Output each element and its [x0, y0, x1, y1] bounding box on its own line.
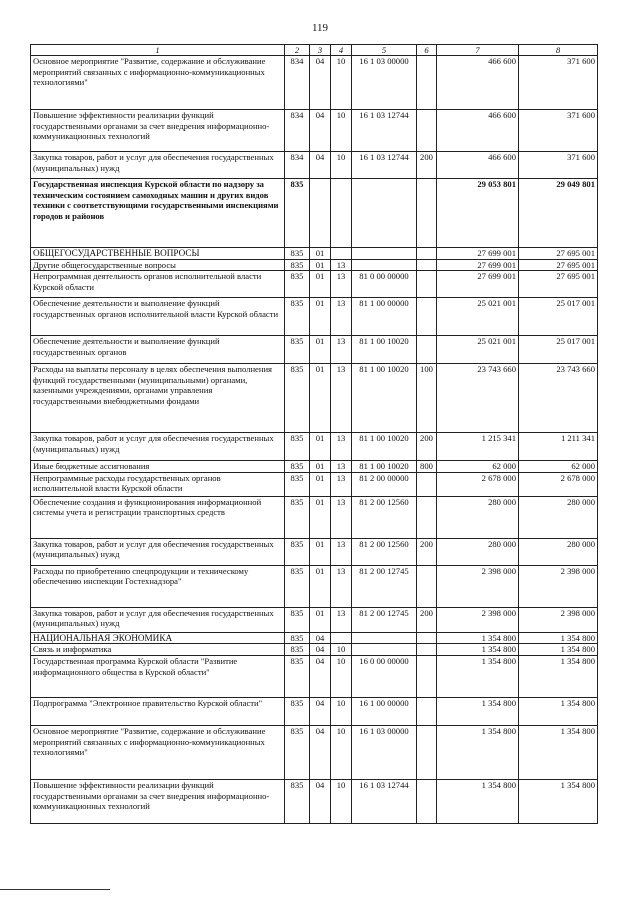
expense-type-cell — [417, 259, 437, 271]
amount-year1-cell: 2 398 000 — [437, 565, 519, 607]
section-code-cell: 04 — [310, 779, 331, 823]
amount-year1-cell: 1 354 800 — [437, 779, 519, 823]
amount-year2-cell: 2 398 000 — [519, 607, 598, 632]
amount-year1-cell: 466 600 — [437, 56, 519, 110]
amount-year2-cell: 2 678 000 — [519, 472, 598, 496]
expense-type-cell — [417, 632, 437, 644]
subsection-code-cell: 13 — [331, 565, 352, 607]
ministry-code-cell: 835 — [285, 607, 310, 632]
expense-type-cell — [417, 655, 437, 697]
table-body — [31, 56, 598, 824]
subsection-code-cell: 10 — [331, 152, 352, 179]
item-name-cell: Непрограммная деятельность органов исполнительной власти Курской области — [31, 271, 285, 298]
column-header: 3 — [310, 45, 331, 56]
expense-type-cell: 200 — [417, 607, 437, 632]
amount-year2-cell: 23 743 660 — [519, 364, 598, 433]
expense-type-cell — [417, 496, 437, 538]
amount-year1-cell: 1 354 800 — [437, 655, 519, 697]
amount-year2-cell: 27 695 001 — [519, 259, 598, 271]
item-name-cell: Закупка товаров, работ и услуг для обеспечения государственных (муниципальных) нужд — [31, 607, 285, 632]
target-article-cell: 16 1 03 12744 — [352, 110, 417, 152]
subsection-code-cell — [331, 248, 352, 260]
amount-year1-cell: 280 000 — [437, 538, 519, 565]
ministry-code-cell: 835 — [285, 461, 310, 473]
expense-type-cell — [417, 644, 437, 656]
expense-type-cell — [417, 472, 437, 496]
ministry-code-cell: 835 — [285, 496, 310, 538]
expense-type-cell: 100 — [417, 364, 437, 433]
subsection-code-cell: 10 — [331, 697, 352, 725]
column-header: 1 — [31, 45, 285, 56]
amount-year2-cell: 62 000 — [519, 461, 598, 473]
item-name-cell: ОБЩЕГОСУДАРСТВЕННЫЕ ВОПРОСЫ — [31, 248, 285, 260]
item-name-cell: Повышение эффективности реализации функций государственными органами за счет внедрения информационно-коммуникационных технологий — [31, 779, 285, 823]
ministry-code-cell: 835 — [285, 298, 310, 336]
target-article-cell: 81 1 00 10020 — [352, 461, 417, 473]
expense-type-cell: 200 — [417, 152, 437, 179]
footer-rule — [0, 889, 110, 890]
ministry-code-cell: 835 — [285, 655, 310, 697]
amount-year1-cell: 27 699 001 — [437, 248, 519, 260]
amount-year1-cell: 1 354 800 — [437, 632, 519, 644]
table-row — [31, 632, 598, 644]
section-code-cell: 01 — [310, 461, 331, 473]
section-code-cell: 04 — [310, 110, 331, 152]
subsection-code-cell: 10 — [331, 779, 352, 823]
amount-year1-cell: 25 021 001 — [437, 336, 519, 364]
expense-type-cell — [417, 56, 437, 110]
column-header: 2 — [285, 45, 310, 56]
table-row — [31, 179, 598, 248]
amount-year1-cell: 27 699 001 — [437, 271, 519, 298]
expense-type-cell — [417, 779, 437, 823]
table-header-row — [31, 45, 598, 56]
target-article-cell — [352, 259, 417, 271]
item-name-cell: Закупка товаров, работ и услуг для обеспечения государственных (муниципальных) нужд — [31, 538, 285, 565]
expense-type-cell — [417, 248, 437, 260]
ministry-code-cell: 834 — [285, 110, 310, 152]
budget-table — [30, 44, 598, 824]
amount-year1-cell: 29 053 801 — [437, 179, 519, 248]
page-number: 119 — [311, 22, 329, 34]
section-code-cell: 04 — [310, 725, 331, 779]
section-code-cell: 01 — [310, 364, 331, 433]
section-code-cell: 01 — [310, 565, 331, 607]
target-article-cell: 16 0 00 00000 — [352, 655, 417, 697]
item-name-cell: Расходы на выплаты персоналу в целях обеспечения выполнения функций государственными (муниципальными) органами, казенными учреждениями, органами управления государственными внебюджетными фондами — [31, 364, 285, 433]
amount-year2-cell: 2 398 000 — [519, 565, 598, 607]
column-header: 8 — [519, 45, 598, 56]
item-name-cell: Связь и информатика — [31, 644, 285, 656]
table-row — [31, 565, 598, 607]
target-article-cell — [352, 632, 417, 644]
target-article-cell: 16 1 03 00000 — [352, 725, 417, 779]
expense-type-cell — [417, 697, 437, 725]
amount-year2-cell: 1 354 800 — [519, 697, 598, 725]
table-row — [31, 433, 598, 461]
amount-year1-cell: 466 600 — [437, 110, 519, 152]
target-article-cell: 81 2 00 12745 — [352, 607, 417, 632]
subsection-code-cell: 13 — [331, 336, 352, 364]
ministry-code-cell: 835 — [285, 336, 310, 364]
amount-year2-cell: 371 600 — [519, 56, 598, 110]
ministry-code-cell: 835 — [285, 697, 310, 725]
section-code-cell: 01 — [310, 433, 331, 461]
expense-type-cell — [417, 565, 437, 607]
table-row — [31, 725, 598, 779]
target-article-cell — [352, 179, 417, 248]
table-row — [31, 110, 598, 152]
amount-year2-cell: 1 354 800 — [519, 632, 598, 644]
amount-year2-cell: 1 354 800 — [519, 779, 598, 823]
item-name-cell: Непрограммные расходы государственных органов исполнительной власти Курской области — [31, 472, 285, 496]
target-article-cell: 16 1 03 00000 — [352, 56, 417, 110]
section-code-cell: 01 — [310, 607, 331, 632]
amount-year1-cell: 2 398 000 — [437, 607, 519, 632]
section-code-cell: 04 — [310, 697, 331, 725]
amount-year2-cell: 27 695 001 — [519, 271, 598, 298]
target-article-cell: 81 0 00 00000 — [352, 271, 417, 298]
target-article-cell: 81 2 00 12745 — [352, 565, 417, 607]
table-row — [31, 607, 598, 632]
ministry-code-cell: 835 — [285, 644, 310, 656]
item-name-cell: Государственная инспекция Курской области по надзору за техническим состоянием самоходных машин и других видов техники с соответствующими государственными инспекциями городов и районов — [31, 179, 285, 248]
item-name-cell: Обеспечение деятельности и выполнение функций государственных органов — [31, 336, 285, 364]
target-article-cell: 81 2 00 12560 — [352, 538, 417, 565]
ministry-code-cell: 835 — [285, 725, 310, 779]
column-header: 5 — [352, 45, 417, 56]
ministry-code-cell: 835 — [285, 179, 310, 248]
section-code-cell: 01 — [310, 298, 331, 336]
expense-type-cell — [417, 336, 437, 364]
amount-year2-cell: 280 000 — [519, 538, 598, 565]
item-name-cell: Обеспечение деятельности и выполнение функций государственных органов исполнительной власти Курской области — [31, 298, 285, 336]
ministry-code-cell: 834 — [285, 152, 310, 179]
target-article-cell: 81 2 00 00000 — [352, 472, 417, 496]
section-code-cell: 04 — [310, 56, 331, 110]
section-code-cell: 01 — [310, 259, 331, 271]
section-code-cell: 01 — [310, 336, 331, 364]
column-header: 7 — [437, 45, 519, 56]
table-row — [31, 336, 598, 364]
amount-year1-cell: 1 354 800 — [437, 697, 519, 725]
ministry-code-cell: 834 — [285, 56, 310, 110]
table-row — [31, 271, 598, 298]
amount-year2-cell: 371 600 — [519, 152, 598, 179]
amount-year2-cell: 280 000 — [519, 496, 598, 538]
amount-year1-cell: 280 000 — [437, 496, 519, 538]
table-row — [31, 259, 598, 271]
subsection-code-cell: 13 — [331, 538, 352, 565]
ministry-code-cell: 835 — [285, 538, 310, 565]
amount-year1-cell: 2 678 000 — [437, 472, 519, 496]
item-name-cell: Обеспечение создания и функционирования информационной системы учета и регистрации транспортных средств — [31, 496, 285, 538]
table-row — [31, 496, 598, 538]
section-code-cell: 01 — [310, 271, 331, 298]
amount-year1-cell: 62 000 — [437, 461, 519, 473]
ministry-code-cell: 835 — [285, 472, 310, 496]
amount-year1-cell: 23 743 660 — [437, 364, 519, 433]
subsection-code-cell: 13 — [331, 259, 352, 271]
amount-year1-cell: 1 354 800 — [437, 644, 519, 656]
item-name-cell: Закупка товаров, работ и услуг для обеспечения государственных (муниципальных) нужд — [31, 433, 285, 461]
table-row — [31, 248, 598, 260]
table-row — [31, 56, 598, 110]
target-article-cell: 81 1 00 10020 — [352, 336, 417, 364]
amount-year1-cell: 1 354 800 — [437, 725, 519, 779]
ministry-code-cell: 835 — [285, 779, 310, 823]
amount-year2-cell: 371 600 — [519, 110, 598, 152]
section-code-cell: 04 — [310, 655, 331, 697]
expense-type-cell — [417, 271, 437, 298]
item-name-cell: Основное мероприятие "Развитие, содержание и обслуживание мероприятий связанных с информационно-коммуникационных технологиями" — [31, 56, 285, 110]
section-code-cell: 01 — [310, 496, 331, 538]
subsection-code-cell: 10 — [331, 56, 352, 110]
expense-type-cell — [417, 725, 437, 779]
subsection-code-cell: 13 — [331, 496, 352, 538]
subsection-code-cell: 13 — [331, 461, 352, 473]
item-name-cell: Государственная программа Курской области "Развитие информационного общества в Курской области" — [31, 655, 285, 697]
amount-year2-cell: 29 049 801 — [519, 179, 598, 248]
subsection-code-cell — [331, 179, 352, 248]
item-name-cell: Иные бюджетные ассигнования — [31, 461, 285, 473]
amount-year2-cell: 27 695 001 — [519, 248, 598, 260]
table-row — [31, 697, 598, 725]
section-code-cell: 04 — [310, 644, 331, 656]
amount-year1-cell: 1 215 341 — [437, 433, 519, 461]
target-article-cell: 16 1 03 12744 — [352, 152, 417, 179]
amount-year2-cell: 25 017 001 — [519, 298, 598, 336]
ministry-code-cell: 835 — [285, 632, 310, 644]
subsection-code-cell: 13 — [331, 433, 352, 461]
target-article-cell: 16 1 00 00000 — [352, 697, 417, 725]
item-name-cell: НАЦИОНАЛЬНАЯ ЭКОНОМИКА — [31, 632, 285, 644]
subsection-code-cell: 10 — [331, 110, 352, 152]
subsection-code-cell: 13 — [331, 298, 352, 336]
ministry-code-cell: 835 — [285, 248, 310, 260]
amount-year1-cell: 466 600 — [437, 152, 519, 179]
target-article-cell: 81 1 00 00000 — [352, 298, 417, 336]
section-code-cell: 01 — [310, 248, 331, 260]
item-name-cell: Расходы по приобретению спецпродукции и техническому обеспечению инспекции Гостехнадзора" — [31, 565, 285, 607]
expense-type-cell: 200 — [417, 538, 437, 565]
amount-year1-cell: 25 021 001 — [437, 298, 519, 336]
amount-year2-cell: 1 354 800 — [519, 725, 598, 779]
section-code-cell: 01 — [310, 472, 331, 496]
target-article-cell: 81 1 00 10020 — [352, 364, 417, 433]
target-article-cell: 81 2 00 12560 — [352, 496, 417, 538]
subsection-code-cell: 10 — [331, 725, 352, 779]
column-header: 4 — [331, 45, 352, 56]
amount-year2-cell: 1 354 800 — [519, 644, 598, 656]
ministry-code-cell: 835 — [285, 259, 310, 271]
expense-type-cell: 800 — [417, 461, 437, 473]
section-code-cell: 04 — [310, 632, 331, 644]
expense-type-cell — [417, 298, 437, 336]
subsection-code-cell: 13 — [331, 271, 352, 298]
section-code-cell — [310, 179, 331, 248]
expense-type-cell — [417, 179, 437, 248]
ministry-code-cell: 835 — [285, 271, 310, 298]
amount-year1-cell: 27 699 001 — [437, 259, 519, 271]
item-name-cell: Закупка товаров, работ и услуг для обеспечения государственных (муниципальных) нужд — [31, 152, 285, 179]
ministry-code-cell: 835 — [285, 433, 310, 461]
target-article-cell: 81 1 00 10020 — [352, 433, 417, 461]
item-name-cell: Другие общегосударственные вопросы — [31, 259, 285, 271]
table-row — [31, 152, 598, 179]
column-header: 6 — [417, 45, 437, 56]
subsection-code-cell: 10 — [331, 655, 352, 697]
target-article-cell — [352, 248, 417, 260]
subsection-code-cell — [331, 632, 352, 644]
table-row — [31, 779, 598, 823]
item-name-cell: Основное мероприятие "Развитие, содержание и обслуживание мероприятий связанных с информационно-коммуникационных технологиями" — [31, 725, 285, 779]
table-row — [31, 298, 598, 336]
table-row — [31, 364, 598, 433]
table-row — [31, 538, 598, 565]
table-row — [31, 461, 598, 473]
section-code-cell: 01 — [310, 538, 331, 565]
expense-type-cell — [417, 110, 437, 152]
target-article-cell: 16 1 03 12744 — [352, 779, 417, 823]
subsection-code-cell: 13 — [331, 364, 352, 433]
subsection-code-cell: 13 — [331, 472, 352, 496]
ministry-code-cell: 835 — [285, 364, 310, 433]
target-article-cell — [352, 644, 417, 656]
table-row — [31, 644, 598, 656]
table-row — [31, 655, 598, 697]
item-name-cell: Подпрограмма "Электронное правительство Курской области" — [31, 697, 285, 725]
subsection-code-cell: 10 — [331, 644, 352, 656]
amount-year2-cell: 1 354 800 — [519, 655, 598, 697]
expense-type-cell: 200 — [417, 433, 437, 461]
section-code-cell: 04 — [310, 152, 331, 179]
item-name-cell: Повышение эффективности реализации функций государственными органами за счет внедрения информационно-коммуникационных технологий — [31, 110, 285, 152]
subsection-code-cell: 13 — [331, 607, 352, 632]
ministry-code-cell: 835 — [285, 565, 310, 607]
amount-year2-cell: 1 211 341 — [519, 433, 598, 461]
amount-year2-cell: 25 017 001 — [519, 336, 598, 364]
table-row — [31, 472, 598, 496]
